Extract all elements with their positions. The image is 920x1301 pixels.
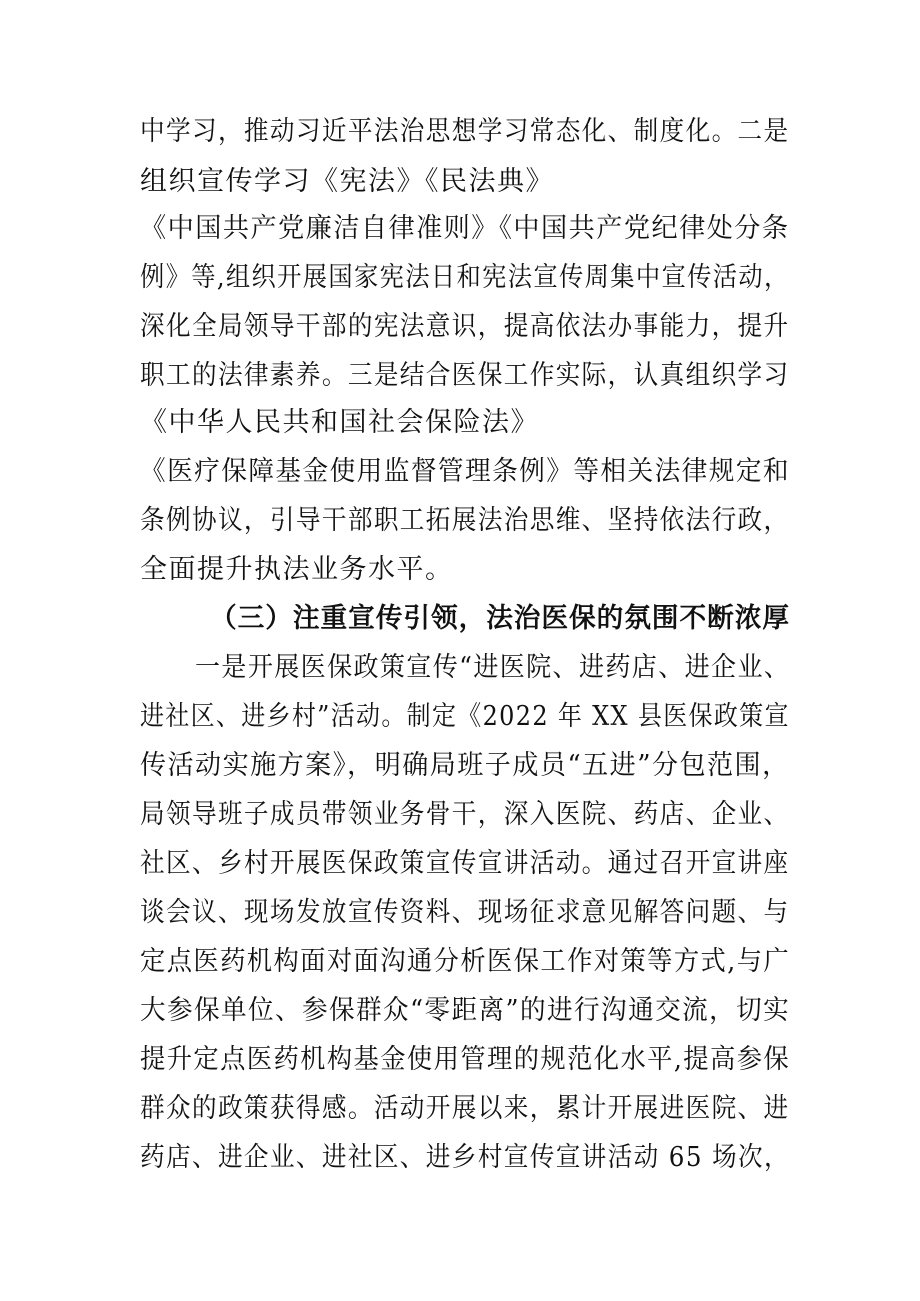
paragraph-line: 例》等,组织开展国家宪法日和宪法宣传周集中宣传活动，	[140, 262, 790, 293]
paragraph-line: 《中国共产党廉洁自律准则》《中国共产党纪律处分条	[140, 213, 790, 244]
paragraph-line: 药店、进企业、进社区、进乡村宣传宣讲活动 65 场次，	[140, 1142, 790, 1173]
paragraph-line: 中学习，推动习近平法治思想学习常态化、制度化。二是	[140, 116, 790, 147]
paragraph-line: 群众的政策获得感。活动开展以来，累计开展进医院、进	[140, 1093, 790, 1124]
paragraph-line: 全面提升执法业务水平。	[140, 554, 454, 585]
paragraph-line: 大参保单位、参保群众“零距离”的进行沟通交流，切实	[140, 995, 791, 1026]
paragraph-line: 进社区、进乡村”活动。制定《2022 年 XX 县医保政策宣	[140, 701, 790, 732]
paragraph-line: 传活动实施方案》，明确局班子成员“五进”分包范围，	[140, 750, 790, 781]
paragraph-line: 条例协议，引导干部职工拓展法治思维、坚持依法行政，	[140, 505, 790, 536]
paragraph-line: 谈会议、现场发放宣传资料、现场征求意见解答问题、与	[140, 897, 790, 928]
paragraph-line: 组织宣传学习《宪法》《民法典》	[140, 166, 554, 197]
paragraph-line: 局领导班子成员带领业务骨干，深入医院、药店、企业、	[140, 799, 790, 830]
paragraph-line: 深化全局领导干部的宪法意识，提高依法办事能力，提升	[140, 311, 790, 342]
paragraph-line: 定点医药机构面对面沟通分析医保工作对策等方式,与广	[140, 946, 791, 977]
paragraph-line: 职工的法律素养。三是结合医保工作实际，认真组织学习	[140, 360, 790, 391]
paragraph-line: 社区、乡村开展医保政策宣传宣讲活动。通过召开宣讲座	[140, 848, 790, 879]
section-heading: （三）注重宣传引领，法治医保的氛围不断浓厚	[210, 603, 791, 634]
paragraph-line: 一是开展医保政策宣传“进医院、进药店、进企业、	[195, 652, 791, 683]
paragraph-line: 《中华人民共和国社会保险法》	[140, 407, 539, 438]
paragraph-line: 提升定点医药机构基金使用管理的规范化水平,提高参保	[140, 1044, 791, 1075]
paragraph-line: 《医疗保障基金使用监督管理条例》等相关法律规定和	[140, 456, 791, 487]
